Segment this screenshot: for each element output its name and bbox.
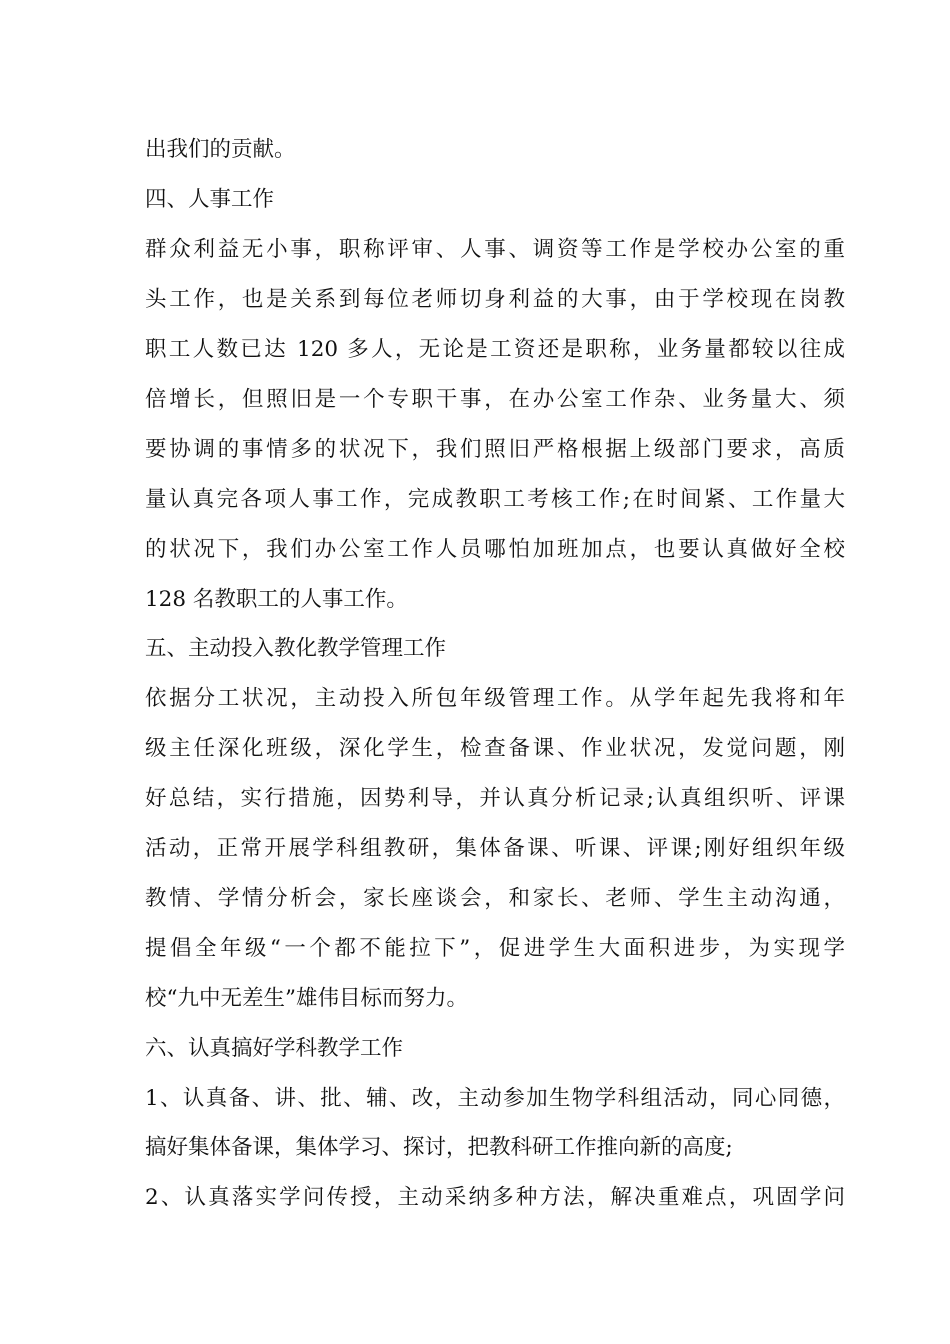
paragraph-line: 职工人数已达 120 多人，无论是工资还是职称，业务量都较以往成	[145, 337, 845, 362]
paragraph-line: 128 名教职工的人事工作。	[145, 587, 408, 612]
section-heading: 四、人事工作	[145, 187, 275, 212]
paragraph-line: 级主任深化班级，深化学生，检查备课、作业状况，发觉问题，刚	[145, 736, 845, 761]
paragraph-line: 好总结，实行措施，因势利导，并认真分析记录;认真组织听、评课	[145, 786, 845, 811]
section-heading: 六、认真搞好学科教学工作	[145, 1036, 404, 1061]
paragraph-line: 倍增长，但照旧是一个专职干事，在办公室工作杂、业务量大、须	[145, 387, 845, 412]
paragraph-line: 的状况下，我们办公室工作人员哪怕加班加点，也要认真做好全校	[145, 537, 845, 562]
paragraph-line: 量认真完各项人事工作，完成教职工考核工作;在时间紧、工作量大	[145, 487, 845, 512]
paragraph-line: 提倡全年级“一个都不能拉下”，促进学生大面积进步，为实现学	[145, 936, 845, 961]
paragraph-line: 1、认真备、讲、批、辅、改，主动参加生物学科组活动，同心同德，	[145, 1086, 845, 1111]
paragraph-line: 要协调的事情多的状况下，我们照旧严格根据上级部门要求，高质	[145, 437, 845, 462]
paragraph-line: 2、认真落实学问传授，主动采纳多种方法，解决重难点，巩固学问	[145, 1185, 845, 1210]
paragraph-line: 群众利益无小事，职称评审、人事、调资等工作是学校办公室的重	[145, 237, 845, 262]
paragraph-line: 出我们的贡献。	[145, 137, 296, 162]
paragraph-line: 搞好集体备课，集体学习、探讨，把教科研工作推向新的高度;	[145, 1135, 733, 1160]
paragraph-line: 教情、学情分析会，家长座谈会，和家长、老师、学生主动沟通，	[145, 886, 845, 911]
paragraph-line: 依据分工状况，主动投入所包年级管理工作。从学年起先我将和年	[145, 686, 845, 711]
paragraph-line: 活动，正常开展学科组教研，集体备课、听课、评课;刚好组织年级	[145, 836, 845, 861]
paragraph-line: 头工作，也是关系到每位老师切身利益的大事，由于学校现在岗教	[145, 287, 845, 312]
paragraph-line: 校“九中无差生”雄伟目标而努力。	[145, 986, 468, 1011]
section-heading: 五、主动投入教化教学管理工作	[145, 636, 447, 661]
